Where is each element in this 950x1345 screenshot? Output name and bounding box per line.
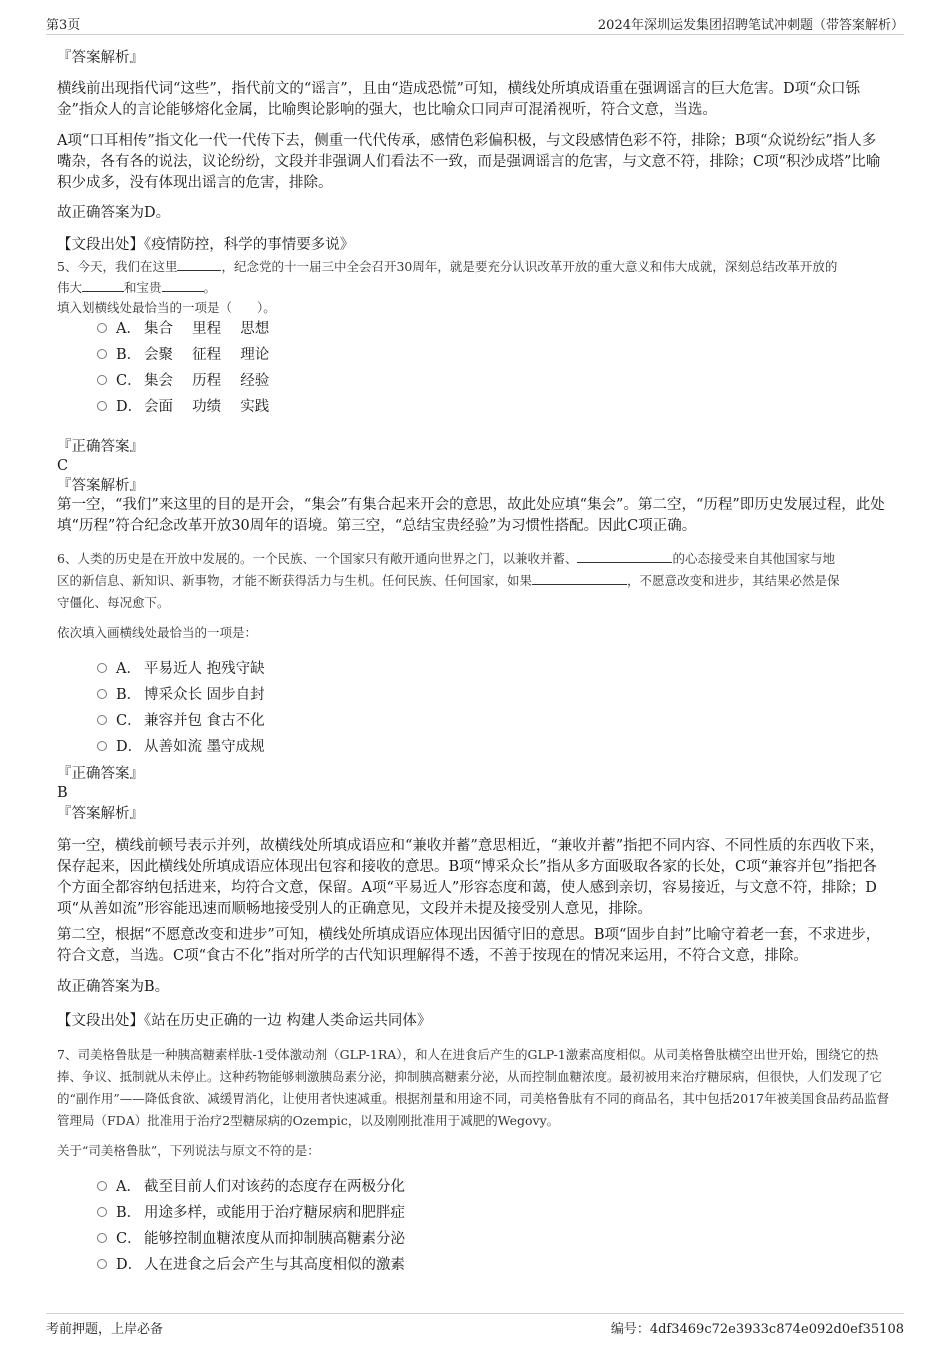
q4-analysis-p3: 故正确答案为D。 [57,205,171,221]
radio-button[interactable] [97,349,107,359]
q6-analysis-p2: 第二空，根据“不愿意改变和进步”可知，横线处所填成语应体现出因循守旧的意思。B项“固步自封”比喻守着老一套，不求进步，符合文意，当选。C项“食古不化”指对所学的古代知识理解得不透，不善于按现在的情况来运用，不符合文意，排除。 [57,927,881,964]
q4-source: 【文段出处】《疫情防控，科学的事情要多说》 [57,237,355,253]
q7-option-c[interactable]: C． 能够控制血糖浓度从而抑制胰高糖素分泌 [97,1228,405,1250]
q6-option-b[interactable]: B． 博采众长 固步自封 [97,684,265,706]
q5-option-d[interactable]: D． 会面 功绩 实践 [97,396,269,418]
q6-analysis-p3: 故正确答案为B。 [57,979,170,995]
q6-stem: 6、人类的历史是在开放中发展的。一个民族、一个国家只有敞开通向世界之门，以兼收并蓄、 的心态接受来自其他国家与地 区的新信息、新知识、新事物，才能不断获得活力与生机。任何民族、任何国家，如果 ，不愿意改变和进步，其结果必然是保 守僵化、每况愈下。 [57,551,840,610]
q5-stem: 5、今天，我们在这里 ，纪念党的十一届三中全会召开30周年，就是要充分认识改革开放的重大意义和伟大成就，深刻总结改革开放的 伟大 和宝贵 。 [57,259,838,295]
q5-analysis-label: 『答案解析』 [57,478,144,494]
q4-analysis-p2: A项“口耳相传”指文化一代一代传下去，侧重一代代传承，感情色彩偏积极，与文段感情色彩不符，排除；B项“众说纷纭”指人多嘴杂，各有各的说法，议论纷纷，文段并非强调人们看法不一致，而是强调谣言的危害，与文意不符，排除；C项“积沙成塔”比喻积少成多，没有体现出谣言的危害，排除。 [57,133,881,191]
radio-button[interactable] [97,715,107,725]
q6-blank-2 [532,572,627,585]
page-footer [46,1313,904,1336]
page-number: 第3页 [46,18,81,33]
page-header [46,12,904,35]
q4-analysis-p1: 横线前出现指代词“这些”，指代前文的“谣言”，且由“造成恐慌”可知，横线处所填成语重在强调谣言的巨大危害。D项“众口铄金”指众人的言论能够熔化金属，比喻舆论影响的强大，也比喻众口同声可混淆视听，符合文意，当选。 [57,81,861,118]
q7-option-d[interactable]: D． 人在进食之后会产生与其高度相似的激素 [97,1254,405,1276]
q6-analysis-label: 『答案解析』 [57,806,144,822]
q6-option-c[interactable]: C． 兼容并包 食古不化 [97,710,265,732]
q5-option-c[interactable]: C． 集会 历程 经验 [97,370,269,392]
radio-button[interactable] [97,663,107,673]
radio-button[interactable] [97,375,107,385]
q6-prompt: 依次填入画横线处最恰当的一项是： [57,625,258,640]
radio-button[interactable] [97,689,107,699]
q5-blank-1 [177,258,221,271]
radio-button[interactable] [97,401,107,411]
q6-source: 【文段出处】《站在历史正确的一边 构建人类命运共同体》 [57,1013,432,1029]
radio-button[interactable] [97,1181,107,1191]
q5-prompt: 填入划横线处最恰当的一项是（ ）。 [57,300,276,315]
q5-option-a[interactable]: A． 集合 里程 思想 [97,318,269,340]
q7-stem: 7、司美格鲁肽是一种胰高糖素样肽-1受体激动剂（GLP-1RA），和人在进食后产生的GLP-1激素高度相似。从司美格鲁肽横空出世开始，围绕它的热捧、争议、抵制就从未停止。这种药物能够刺激胰岛素分泌，抑制胰高糖素分泌，从而控制血糖浓度。最初被用来治疗糖尿病，但很快，人们发现了它的“副作用”——降低食欲、减缓胃消化，让使用者快速减重。根据剂量和用途不同，司美格鲁肽有不同的商品名，其中包括2017年被美国食品药品监督管理局（FDA）批准用于治疗2型糖尿病的Ozempic，以及刚刚批准用于减肥的Wegovy。 [57,1047,890,1128]
document-title: 2024年深圳运发集团招聘笔试冲刺题（带答案解析） [597,18,904,33]
q6-option-a[interactable]: A． 平易近人 抱残守缺 [97,658,265,680]
q7-prompt: 关于“司美格鲁肽”，下列说法与原文不符的是： [57,1143,320,1158]
q7-option-b[interactable]: B． 用途多样，或能用于治疗糖尿病和肥胖症 [97,1202,405,1224]
q6-answer: B [57,785,68,801]
q5-answer: C [57,458,69,474]
q5-option-b[interactable]: B． 会聚 征程 理论 [97,344,269,366]
radio-button[interactable] [97,323,107,333]
q5-blank-2 [82,279,124,292]
q7-option-a[interactable]: A． 截至目前人们对该药的态度存在两极分化 [97,1176,405,1198]
q6-blank-1 [577,550,672,563]
footer-slogan: 考前押题，上岸必备 [46,1322,164,1337]
q6-option-d[interactable]: D． 从善如流 墨守成规 [97,736,265,758]
q4-analysis-label: 『答案解析』 [57,50,144,66]
radio-button[interactable] [97,1207,107,1217]
radio-button[interactable] [97,1233,107,1243]
q5-answer-label: 『正确答案』 [57,439,144,455]
document-code: 编号：4df3469c72e3933c874e092d0ef35108 [610,1322,904,1337]
q6-analysis-p1: 第一空，横线前顿号表示并列，故横线处所填成语应和“兼收并蓄”意思相近，“兼收并蓄”指把不同内容、不同性质的东西收下来，保存起来，因此横线处所填成语应体现出包容和接收的意思。B项“博采众长”指从多方面吸取各家的长处，C项“兼容并包”指把各个方面全都容纳包括进来，均符合文意，保留。A项“平易近人”形容态度和蔼，使人感到亲切，容易接近，与文意不符，排除；D项“从善如流”形容能迅速而顺畅地接受别人的正确意见，文段并未提及接受别人意见，排除。 [57,838,885,917]
q5-blank-3 [162,279,204,292]
q6-answer-label: 『正确答案』 [57,766,144,782]
q5-analysis: 第一空，“我们”来这里的目的是开会，“集会”有集合起来开会的意思，故此处应填“集会”。第二空，“历程”即历史发展过程，此处填“历程”符合纪念改革开放30周年的语境。第三空，“总结宝贵经验”为习惯性搭配。因此C项正确。 [57,497,885,534]
radio-button[interactable] [97,741,107,751]
radio-button[interactable] [97,1259,107,1269]
